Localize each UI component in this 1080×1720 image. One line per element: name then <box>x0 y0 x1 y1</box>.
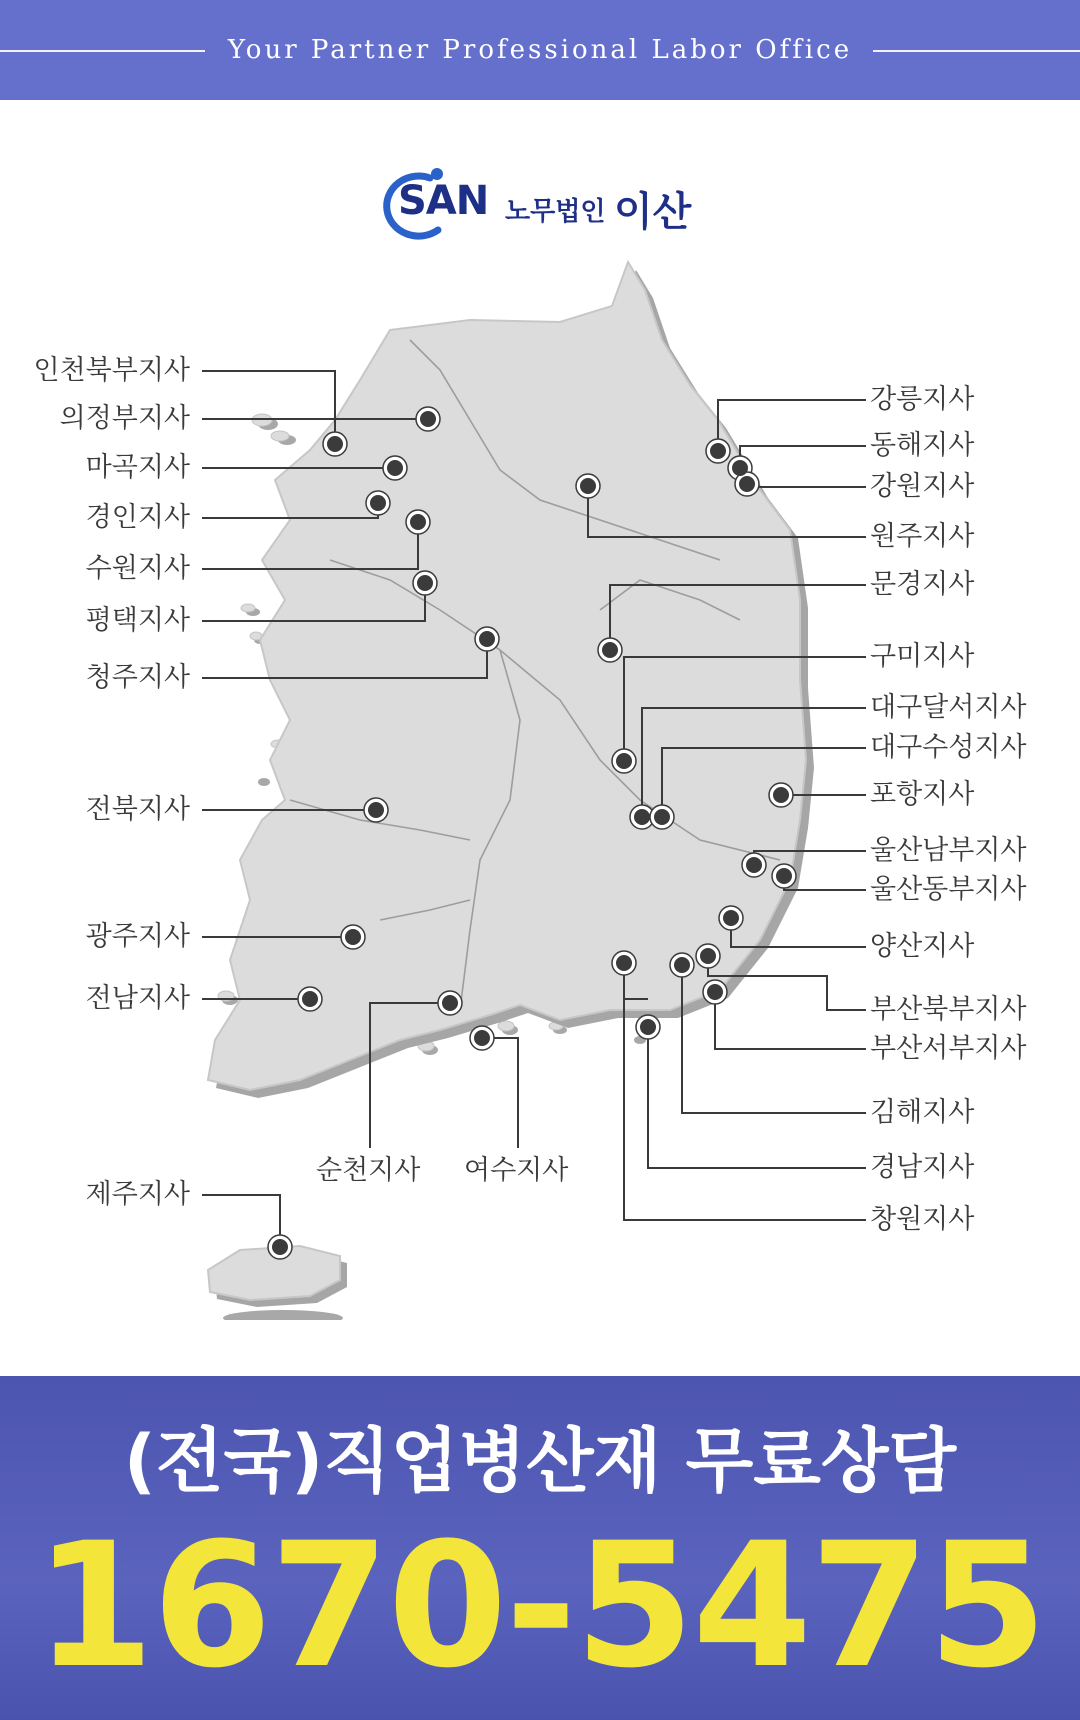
branch-label-busan-west[interactable]: 부산서부지사 <box>870 1033 1027 1064</box>
phone-number[interactable]: 1670-5475 <box>34 1505 1046 1706</box>
branch-label-gwangju[interactable]: 광주지사 <box>85 921 190 952</box>
branch-label-mungyeong[interactable]: 문경지사 <box>870 569 975 600</box>
branch-label-cheongju[interactable]: 청주지사 <box>85 662 190 693</box>
branch-label-jeonbuk[interactable]: 전북지사 <box>85 794 190 825</box>
company-logo <box>378 164 708 244</box>
branch-label-uijeongbu[interactable]: 의정부지사 <box>59 403 190 434</box>
branch-label-pyeongtaek[interactable]: 평택지사 <box>85 605 190 636</box>
branch-label-donghae[interactable]: 동해지사 <box>870 430 975 461</box>
branch-label-busan-north[interactable]: 부산북부지사 <box>870 994 1027 1025</box>
branch-label-pohang[interactable]: 포항지사 <box>870 779 975 810</box>
branch-label-gimhae[interactable]: 김해지사 <box>870 1097 975 1128</box>
branch-label-jeju[interactable]: 제주지사 <box>85 1179 190 1210</box>
branch-label-incheon-north[interactable]: 인천북부지사 <box>33 355 190 386</box>
logo-name-large: 이산 <box>614 189 692 235</box>
branch-label-changwon[interactable]: 창원지사 <box>870 1204 975 1235</box>
branch-label-daegu-suseong[interactable]: 대구수성지사 <box>870 732 1027 763</box>
header-banner <box>0 0 1080 100</box>
branch-label-suncheon[interactable]: 순천지사 <box>316 1155 421 1186</box>
branch-label-jeonnam[interactable]: 전남지사 <box>85 983 190 1014</box>
branch-label-ulsan-south[interactable]: 울산남부지사 <box>870 835 1027 866</box>
branch-label-gyeongnam[interactable]: 경남지사 <box>870 1152 975 1183</box>
branch-label-magok[interactable]: 마곡지사 <box>85 452 190 483</box>
branch-label-gangwon[interactable]: 강원지사 <box>870 471 975 502</box>
branch-label-gangneung[interactable]: 강릉지사 <box>870 384 975 415</box>
branch-label-wonju[interactable]: 원주지사 <box>870 521 975 552</box>
branch-label-ulsan-east[interactable]: 울산동부지사 <box>870 874 1027 905</box>
branch-label-suwon[interactable]: 수원지사 <box>85 553 190 584</box>
header-tagline: Your Partner Professional Labor Office <box>227 35 853 65</box>
consultation-banner[interactable] <box>0 1376 1080 1720</box>
branch-label-gyeongin[interactable]: 경인지사 <box>85 502 190 533</box>
logo-mark: SAN <box>398 178 489 224</box>
branch-label-daegu-dalseo[interactable]: 대구달서지사 <box>870 692 1027 723</box>
branch-label-gumi[interactable]: 구미지사 <box>870 641 975 672</box>
consultation-title: (전국)직업병산재 무료상담 <box>123 1420 957 1502</box>
branch-label-yeosu[interactable]: 여수지사 <box>464 1155 569 1186</box>
branch-label-yangsan[interactable]: 양산지사 <box>870 931 975 962</box>
logo-name-small: 노무법인 <box>505 197 606 227</box>
